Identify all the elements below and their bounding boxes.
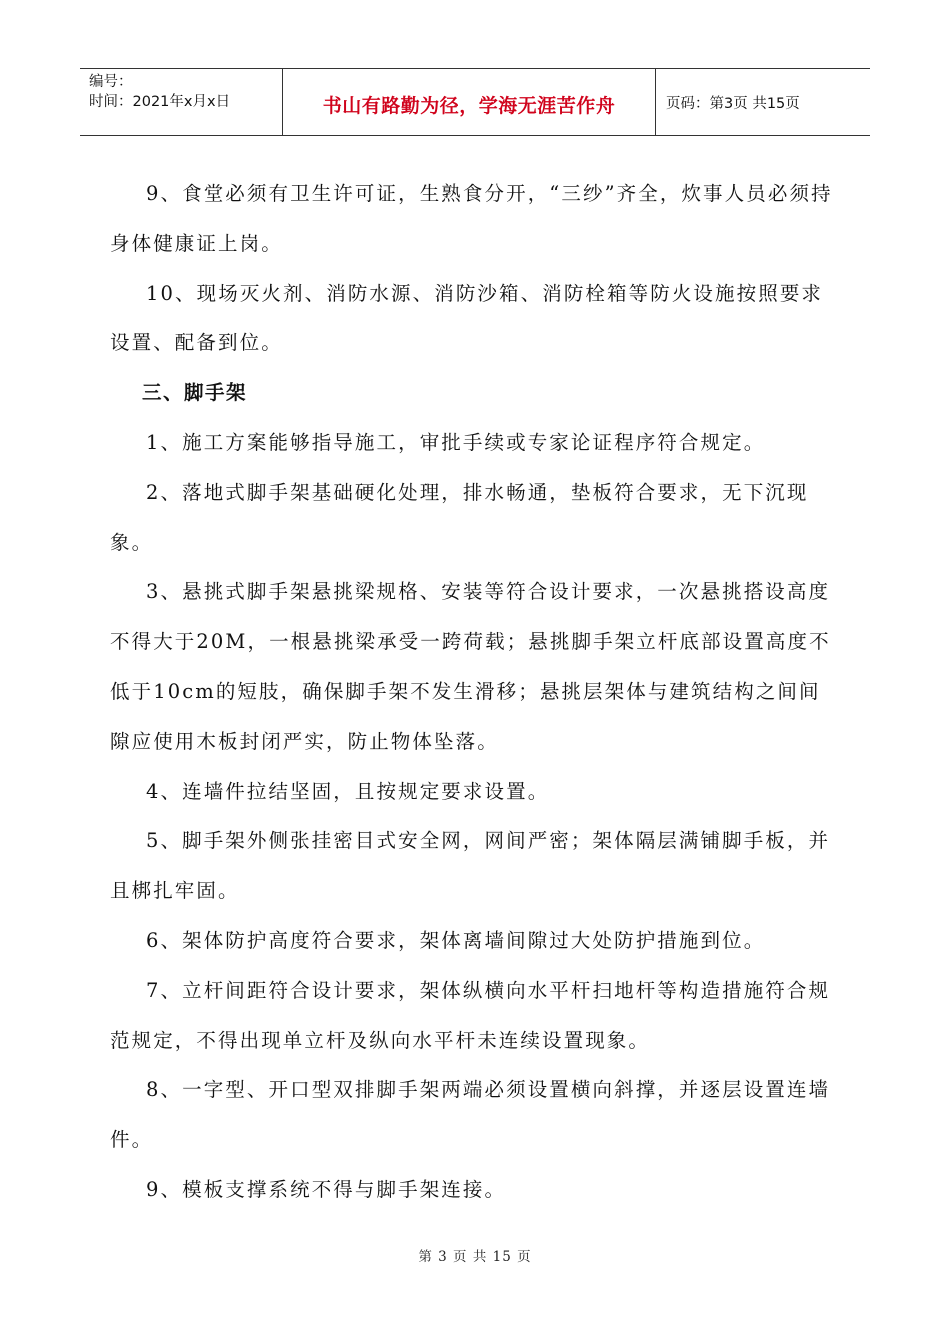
section-item: 6、架体防护高度符合要求，架体离墙间隙过大处防护措施到位。: [146, 928, 766, 952]
section-item: 8、一字型、开口型双排脚手架两端必须设置横向斜撑，并逐层设置连墙件。: [110, 1078, 831, 1152]
section-item: 2、落地式脚手架基础硬化处理，排水畅通，垫板符合要求，无下沉现象。: [110, 480, 809, 554]
section-item: 9、模板支撑系统不得与脚手架连接。: [146, 1177, 507, 1201]
section-item: 5、脚手架外侧张挂密目式安全网，网间严密；架体隔层满铺脚手板，并且梆扎牢固。: [110, 829, 831, 903]
header-motto-cell: [282, 69, 656, 135]
section-item: 3、悬挑式脚手架悬挑梁规格、安装等符合设计要求，一次悬挑搭设高度不得大于20M，一根悬挑梁承受一跨荷载；悬挑脚手架立杆底部设置高度不低于10cm的短肢，确保脚手架不发生滑移；悬挑层架体与建筑结构之间间隙应使用木板封闭严实，防止物体坠落。: [110, 580, 831, 753]
section-heading: 三、脚手架: [142, 381, 248, 405]
document-body: [110, 169, 838, 1215]
header-motto: 书山有路勤为径，学海无涯苦作舟: [322, 94, 616, 117]
header-page-cell: [656, 69, 870, 135]
footer-page-number: 第 3 页 共 15 页: [418, 1249, 532, 1265]
section-item: 1、施工方案能够指导施工，审批手续或专家论证程序符合规定。: [146, 430, 766, 454]
page-header: [80, 68, 870, 136]
paragraph: 9、食堂必须有卫生许可证，生熟食分开，“三纱”齐全，炊事人员必须持身体健康证上岗。: [110, 182, 833, 255]
document-number-label: 编号：: [89, 74, 133, 90]
document-date-label: 时间：2021年x月x日: [89, 94, 231, 110]
paragraph: 10、现场灭火剂、消防水源、消防沙箱、消防栓箱等防火设施按照要求设置、配备到位。: [110, 281, 824, 355]
header-meta: [80, 69, 282, 135]
header-page-number: 页码：第3页 共15页: [666, 95, 800, 112]
section-item: 4、连墙件拉结坚固，且按规定要求设置。: [146, 779, 550, 803]
page-footer: [0, 1245, 950, 1265]
section-item: 7、立杆间距符合设计要求，架体纵横向水平杆扫地杆等构造措施符合规范规定，不得出现单立杆及纵向水平杆未连续设置现象。: [110, 978, 831, 1052]
